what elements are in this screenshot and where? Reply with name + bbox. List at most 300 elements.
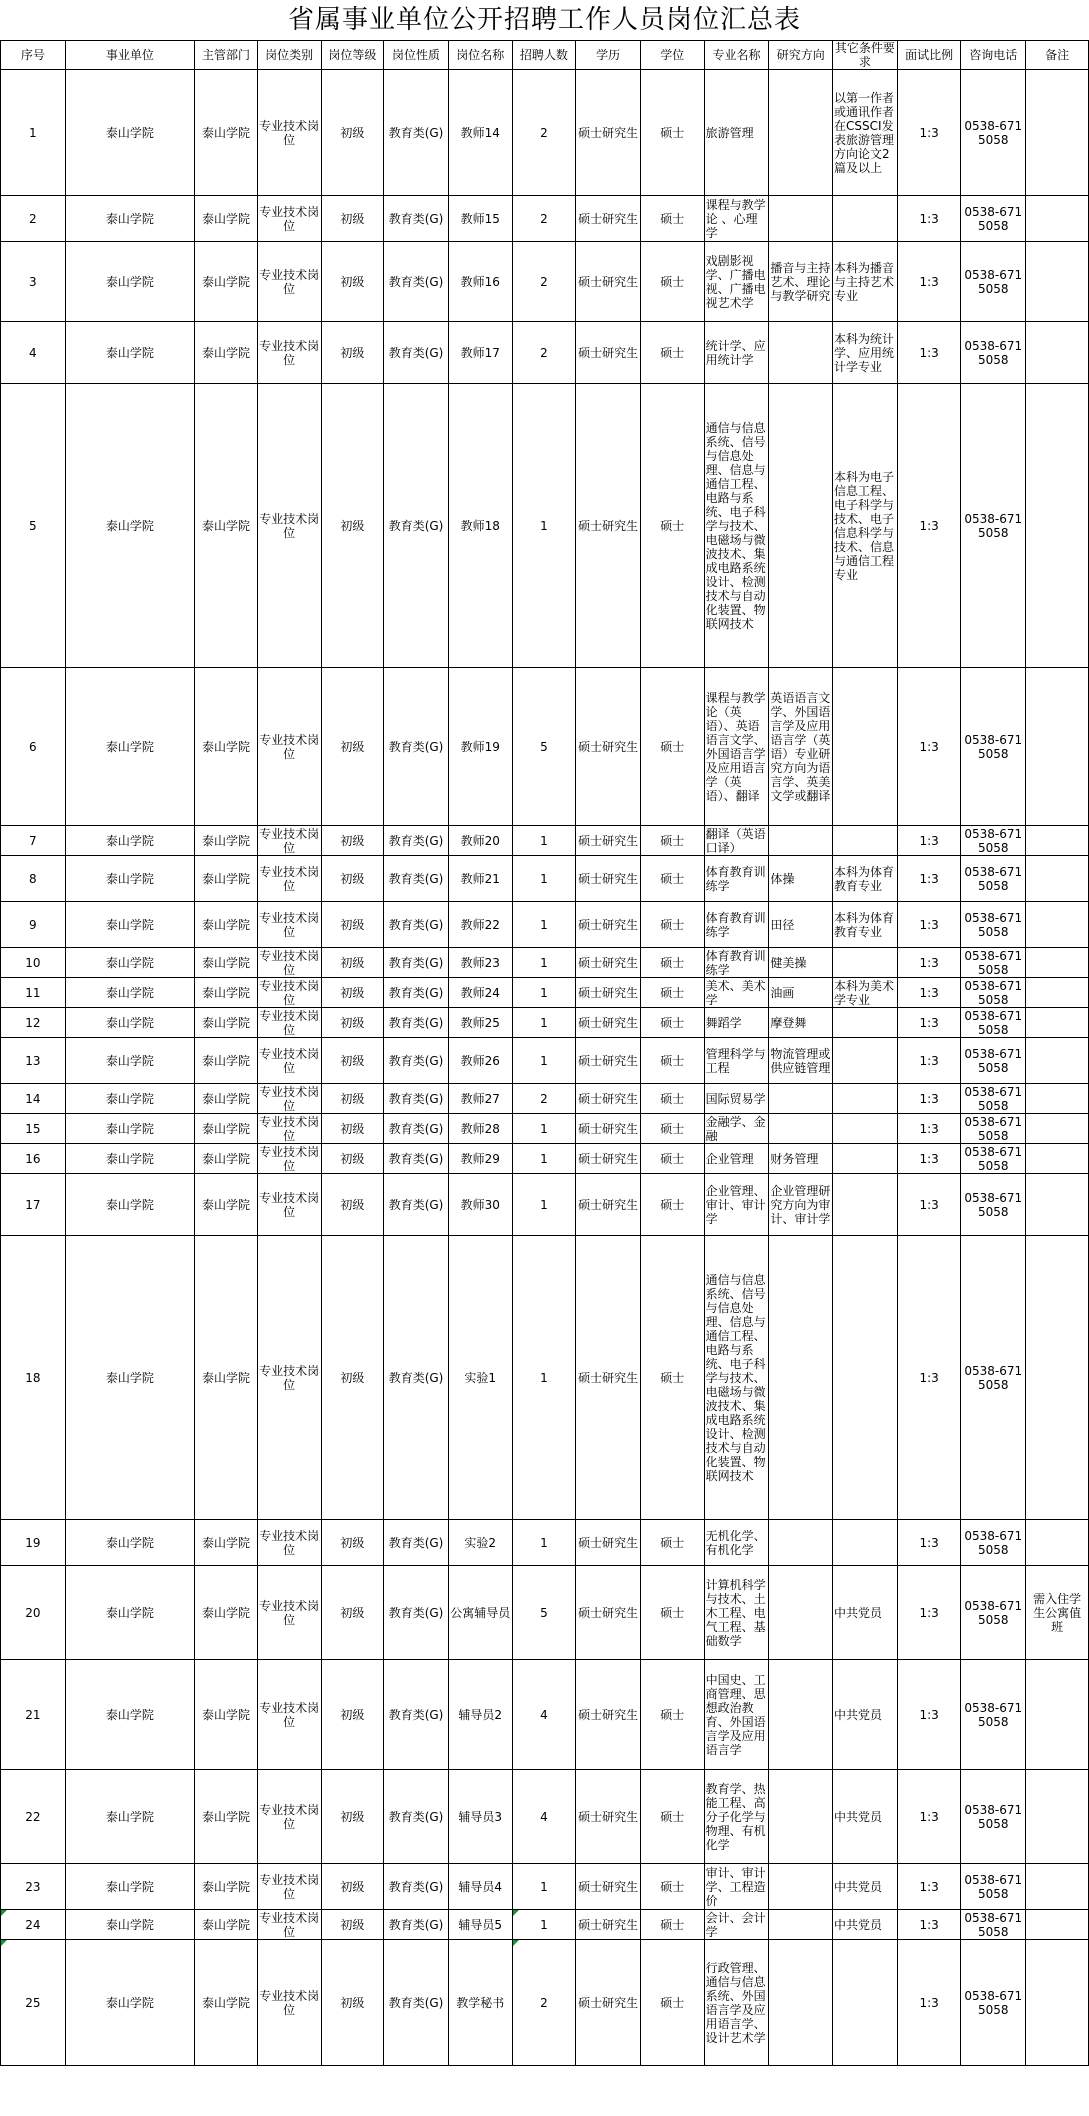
cell-other[interactable]: 本科为美术学专业 bbox=[833, 978, 898, 1008]
cell-major[interactable]: 金融学、金融 bbox=[704, 1114, 769, 1144]
cell-ratio[interactable]: 1:3 bbox=[897, 1864, 961, 1910]
cell-phone[interactable]: 0538-6715058 bbox=[961, 902, 1026, 948]
cell-phone[interactable]: 0538-6715058 bbox=[961, 242, 1026, 322]
cell-note[interactable] bbox=[1026, 1174, 1089, 1236]
cell-edu[interactable]: 硕士研究生 bbox=[576, 856, 641, 902]
cell-degree[interactable]: 硕士 bbox=[640, 1520, 704, 1566]
cell-research[interactable] bbox=[769, 1770, 833, 1864]
cell-dept[interactable]: 泰山学院 bbox=[195, 70, 258, 196]
cell-nature[interactable]: 教育类(G) bbox=[384, 1174, 449, 1236]
cell-no[interactable]: 7 bbox=[1, 826, 66, 856]
cell-major[interactable]: 无机化学、有机化学 bbox=[704, 1520, 769, 1566]
cell-other[interactable]: 本科为播音与主持艺术专业 bbox=[833, 242, 898, 322]
cell-note[interactable] bbox=[1026, 826, 1089, 856]
cell-other[interactable]: 中共党员 bbox=[833, 1910, 898, 1940]
col-header[interactable]: 其它条件要求 bbox=[833, 41, 898, 70]
cell-count[interactable]: 1 bbox=[512, 1520, 576, 1566]
cell-edu[interactable]: 硕士研究生 bbox=[576, 1864, 641, 1910]
cell-nature[interactable]: 教育类(G) bbox=[384, 1038, 449, 1084]
cell-count[interactable]: 2 bbox=[512, 1940, 576, 2066]
cell-unit[interactable]: 泰山学院 bbox=[65, 1660, 194, 1770]
cell-other[interactable] bbox=[833, 1236, 898, 1520]
cell-phone[interactable]: 0538-6715058 bbox=[961, 196, 1026, 242]
cell-edu[interactable]: 硕士研究生 bbox=[576, 1236, 641, 1520]
cell-count[interactable]: 1 bbox=[512, 948, 576, 978]
cell-dept[interactable]: 泰山学院 bbox=[195, 978, 258, 1008]
cell-no[interactable]: 10 bbox=[1, 948, 66, 978]
cell-degree[interactable]: 硕士 bbox=[640, 902, 704, 948]
cell-dept[interactable]: 泰山学院 bbox=[195, 902, 258, 948]
cell-ratio[interactable]: 1:3 bbox=[897, 668, 961, 826]
cell-cat[interactable]: 专业技术岗位 bbox=[257, 1660, 321, 1770]
cell-cat[interactable]: 专业技术岗位 bbox=[259, 1114, 320, 1143]
cell-level[interactable]: 初级 bbox=[321, 1236, 384, 1520]
cell-major[interactable]: 体育教育训练学 bbox=[704, 948, 769, 978]
cell-post[interactable]: 教师27 bbox=[448, 1084, 512, 1114]
cell-count[interactable]: 1 bbox=[512, 1236, 576, 1520]
cell-post[interactable]: 教师19 bbox=[448, 668, 512, 826]
cell-note[interactable] bbox=[1026, 1084, 1089, 1114]
cell-ratio[interactable]: 1:3 bbox=[897, 1520, 961, 1566]
cell-major[interactable]: 体育教育训练学 bbox=[704, 902, 769, 948]
cell-nature[interactable]: 教育类(G) bbox=[384, 70, 449, 196]
cell-count[interactable]: 1 bbox=[512, 978, 576, 1008]
cell-research[interactable] bbox=[769, 322, 833, 384]
cell-edu[interactable]: 硕士研究生 bbox=[576, 70, 641, 196]
cell-edu[interactable]: 硕士研究生 bbox=[576, 1520, 641, 1566]
cell-phone[interactable]: 0538-6715058 bbox=[961, 1114, 1026, 1144]
cell-no[interactable]: 18 bbox=[1, 1236, 66, 1520]
cell-post[interactable]: 教师18 bbox=[448, 384, 512, 668]
cell-level[interactable]: 初级 bbox=[321, 978, 384, 1008]
cell-cat[interactable]: 专业技术岗位 bbox=[257, 1038, 321, 1084]
cell-cat[interactable]: 专业技术岗位 bbox=[259, 1008, 320, 1037]
cell-ratio[interactable]: 1:3 bbox=[897, 1114, 961, 1144]
cell-dept[interactable]: 泰山学院 bbox=[195, 322, 258, 384]
cell-note[interactable] bbox=[1026, 1038, 1089, 1084]
cell-edu[interactable]: 硕士研究生 bbox=[576, 196, 641, 242]
cell-research[interactable]: 体操 bbox=[769, 856, 833, 902]
cell-cat[interactable]: 专业技术岗位 bbox=[259, 978, 320, 1007]
cell-unit[interactable]: 泰山学院 bbox=[65, 1910, 194, 1940]
cell-ratio[interactable]: 1:3 bbox=[897, 1144, 961, 1174]
cell-no[interactable]: 13 bbox=[1, 1038, 66, 1084]
cell-major[interactable]: 旅游管理 bbox=[704, 70, 769, 196]
cell-post[interactable]: 辅导员5 bbox=[448, 1910, 512, 1940]
cell-post[interactable]: 教师26 bbox=[448, 1038, 512, 1084]
cell-cat[interactable]: 专业技术岗位 bbox=[257, 1520, 321, 1566]
cell-dept[interactable]: 泰山学院 bbox=[195, 1910, 258, 1940]
cell-count[interactable]: 2 bbox=[512, 242, 576, 322]
cell-other[interactable] bbox=[833, 196, 898, 242]
cell-phone[interactable]: 0538-6715058 bbox=[961, 1236, 1026, 1520]
cell-unit[interactable]: 泰山学院 bbox=[65, 384, 194, 668]
cell-level[interactable]: 初级 bbox=[321, 196, 384, 242]
cell-unit[interactable]: 泰山学院 bbox=[65, 1520, 194, 1566]
cell-nature[interactable]: 教育类(G) bbox=[384, 978, 449, 1008]
cell-other[interactable] bbox=[833, 1940, 898, 2066]
cell-cat[interactable]: 专业技术岗位 bbox=[257, 668, 321, 826]
cell-no[interactable]: 12 bbox=[1, 1008, 66, 1038]
cell-level[interactable]: 初级 bbox=[321, 1114, 384, 1144]
cell-other[interactable]: 以第一作者或通讯作者在CSSCI发表旅游管理方向论文2篇及以上 bbox=[833, 70, 898, 196]
cell-ratio[interactable]: 1:3 bbox=[897, 902, 961, 948]
cell-note[interactable] bbox=[1026, 668, 1089, 826]
cell-research[interactable]: 物流管理或供应链管理 bbox=[769, 1038, 833, 1084]
cell-dept[interactable]: 泰山学院 bbox=[195, 1660, 258, 1770]
cell-count[interactable]: 1 bbox=[512, 384, 576, 668]
cell-no[interactable]: 8 bbox=[1, 856, 66, 902]
cell-phone[interactable]: 0538-6715058 bbox=[961, 1864, 1026, 1910]
cell-note[interactable] bbox=[1026, 1940, 1089, 2066]
cell-unit[interactable]: 泰山学院 bbox=[65, 1114, 194, 1144]
cell-no[interactable]: 5 bbox=[1, 384, 66, 668]
cell-level[interactable]: 初级 bbox=[321, 1520, 384, 1566]
cell-note[interactable] bbox=[1026, 1910, 1089, 1940]
cell-other[interactable]: 本科为电子信息工程、电子科学与技术、电子信息科学与技术、信息与通信工程专业 bbox=[833, 384, 898, 668]
cell-degree[interactable]: 硕士 bbox=[640, 70, 704, 196]
cell-count[interactable]: 2 bbox=[512, 322, 576, 384]
cell-major[interactable]: 舞蹈学 bbox=[704, 1008, 769, 1038]
cell-edu[interactable]: 硕士研究生 bbox=[576, 322, 641, 384]
cell-no[interactable]: 16 bbox=[1, 1144, 66, 1174]
cell-ratio[interactable]: 1:3 bbox=[897, 384, 961, 668]
cell-research[interactable] bbox=[769, 1864, 833, 1910]
cell-nature[interactable]: 教育类(G) bbox=[384, 856, 449, 902]
cell-nature[interactable]: 教育类(G) bbox=[384, 384, 449, 668]
cell-research[interactable] bbox=[769, 826, 833, 856]
cell-dept[interactable]: 泰山学院 bbox=[195, 1114, 258, 1144]
col-header[interactable]: 岗位类别 bbox=[257, 41, 321, 70]
cell-count[interactable]: 1 bbox=[512, 1008, 576, 1038]
cell-dept[interactable]: 泰山学院 bbox=[195, 1174, 258, 1236]
cell-nature[interactable]: 教育类(G) bbox=[384, 1910, 449, 1940]
cell-research[interactable] bbox=[769, 1520, 833, 1566]
cell-cat[interactable]: 专业技术岗位 bbox=[259, 948, 320, 977]
cell-unit[interactable]: 泰山学院 bbox=[65, 1144, 194, 1174]
cell-dept[interactable]: 泰山学院 bbox=[195, 1520, 258, 1566]
cell-edu[interactable]: 硕士研究生 bbox=[576, 1114, 641, 1144]
cell-ratio[interactable]: 1:3 bbox=[897, 1770, 961, 1864]
cell-post[interactable]: 教师16 bbox=[448, 242, 512, 322]
cell-no[interactable]: 9 bbox=[1, 902, 66, 948]
cell-other[interactable] bbox=[833, 1084, 898, 1114]
cell-research[interactable] bbox=[769, 1940, 833, 2066]
cell-unit[interactable]: 泰山学院 bbox=[65, 242, 194, 322]
cell-phone[interactable]: 0538-6715058 bbox=[961, 70, 1026, 196]
cell-note[interactable] bbox=[1026, 1114, 1089, 1144]
cell-no[interactable]: 24 bbox=[1, 1910, 66, 1940]
cell-phone[interactable]: 0538-6715058 bbox=[961, 1008, 1026, 1038]
cell-ratio[interactable]: 1:3 bbox=[897, 1566, 961, 1660]
cell-no[interactable]: 21 bbox=[1, 1660, 66, 1770]
cell-count[interactable]: 1 bbox=[512, 1174, 576, 1236]
col-header[interactable]: 备注 bbox=[1026, 41, 1089, 70]
cell-unit[interactable]: 泰山学院 bbox=[65, 1566, 194, 1660]
cell-count[interactable]: 1 bbox=[512, 1114, 576, 1144]
cell-other[interactable]: 中共党员 bbox=[833, 1770, 898, 1864]
cell-level[interactable]: 初级 bbox=[321, 1174, 384, 1236]
cell-degree[interactable]: 硕士 bbox=[640, 1660, 704, 1770]
cell-research[interactable]: 田径 bbox=[769, 902, 833, 948]
cell-edu[interactable]: 硕士研究生 bbox=[576, 1144, 641, 1174]
cell-other[interactable] bbox=[833, 1144, 898, 1174]
col-header[interactable]: 岗位名称 bbox=[448, 41, 512, 70]
cell-other[interactable] bbox=[833, 1008, 898, 1038]
cell-post[interactable]: 辅导员3 bbox=[448, 1770, 512, 1864]
cell-post[interactable]: 教师23 bbox=[448, 948, 512, 978]
cell-major[interactable]: 中国史、工商管理、思想政治教育、外国语言学及应用语言学 bbox=[704, 1660, 769, 1770]
cell-degree[interactable]: 硕士 bbox=[640, 668, 704, 826]
cell-dept[interactable]: 泰山学院 bbox=[195, 1008, 258, 1038]
cell-degree[interactable]: 硕士 bbox=[640, 196, 704, 242]
cell-other[interactable] bbox=[833, 826, 898, 856]
cell-cat[interactable]: 专业技术岗位 bbox=[257, 242, 321, 322]
cell-ratio[interactable]: 1:3 bbox=[897, 978, 961, 1008]
cell-post[interactable]: 教师25 bbox=[448, 1008, 512, 1038]
cell-other[interactable] bbox=[833, 948, 898, 978]
cell-unit[interactable]: 泰山学院 bbox=[65, 1008, 194, 1038]
cell-cat[interactable]: 专业技术岗位 bbox=[259, 1910, 320, 1939]
cell-post[interactable]: 教师29 bbox=[448, 1144, 512, 1174]
col-header[interactable]: 岗位性质 bbox=[384, 41, 449, 70]
cell-nature[interactable]: 教育类(G) bbox=[384, 1566, 449, 1660]
cell-nature[interactable]: 教育类(G) bbox=[384, 1864, 449, 1910]
cell-count[interactable]: 2 bbox=[512, 1084, 576, 1114]
cell-no[interactable]: 6 bbox=[1, 668, 66, 826]
cell-cat[interactable]: 专业技术岗位 bbox=[257, 322, 321, 384]
cell-unit[interactable]: 泰山学院 bbox=[65, 1940, 194, 2066]
col-header[interactable]: 咨询电话 bbox=[961, 41, 1026, 70]
cell-unit[interactable]: 泰山学院 bbox=[65, 1770, 194, 1864]
cell-ratio[interactable]: 1:3 bbox=[897, 1910, 961, 1940]
cell-level[interactable]: 初级 bbox=[321, 668, 384, 826]
cell-phone[interactable]: 0538-6715058 bbox=[961, 1520, 1026, 1566]
cell-no[interactable]: 14 bbox=[1, 1084, 66, 1114]
cell-phone[interactable]: 0538-6715058 bbox=[961, 1038, 1026, 1084]
cell-post[interactable]: 教师22 bbox=[448, 902, 512, 948]
cell-count[interactable]: 1 bbox=[512, 1038, 576, 1084]
cell-post[interactable]: 教师30 bbox=[448, 1174, 512, 1236]
cell-count[interactable]: 1 bbox=[512, 1144, 576, 1174]
cell-level[interactable]: 初级 bbox=[321, 322, 384, 384]
cell-edu[interactable]: 硕士研究生 bbox=[576, 668, 641, 826]
cell-ratio[interactable]: 1:3 bbox=[897, 196, 961, 242]
cell-count[interactable]: 4 bbox=[512, 1660, 576, 1770]
cell-ratio[interactable]: 1:3 bbox=[897, 1174, 961, 1236]
cell-degree[interactable]: 硕士 bbox=[640, 1566, 704, 1660]
cell-major[interactable]: 行政管理、通信与信息系统、外国语言学及应用语言学、设计艺术学 bbox=[704, 1940, 769, 2066]
cell-count[interactable]: 2 bbox=[512, 196, 576, 242]
cell-dept[interactable]: 泰山学院 bbox=[195, 1038, 258, 1084]
cell-phone[interactable]: 0538-6715058 bbox=[961, 1174, 1026, 1236]
cell-research[interactable] bbox=[769, 70, 833, 196]
cell-nature[interactable]: 教育类(G) bbox=[384, 668, 449, 826]
cell-unit[interactable]: 泰山学院 bbox=[65, 856, 194, 902]
cell-phone[interactable]: 0538-6715058 bbox=[961, 1144, 1026, 1174]
cell-level[interactable]: 初级 bbox=[321, 1566, 384, 1660]
cell-research[interactable]: 播音与主持艺术、理论与教学研究 bbox=[769, 242, 833, 322]
cell-unit[interactable]: 泰山学院 bbox=[65, 70, 194, 196]
cell-other[interactable]: 中共党员 bbox=[833, 1566, 898, 1660]
cell-cat[interactable]: 专业技术岗位 bbox=[257, 196, 321, 242]
cell-unit[interactable]: 泰山学院 bbox=[65, 1864, 194, 1910]
cell-phone[interactable]: 0538-6715058 bbox=[961, 1910, 1026, 1940]
cell-ratio[interactable]: 1:3 bbox=[897, 826, 961, 856]
cell-note[interactable] bbox=[1026, 322, 1089, 384]
cell-count[interactable]: 1 bbox=[512, 1864, 576, 1910]
cell-level[interactable]: 初级 bbox=[321, 1008, 384, 1038]
cell-degree[interactable]: 硕士 bbox=[640, 384, 704, 668]
cell-nature[interactable]: 教育类(G) bbox=[384, 1520, 449, 1566]
col-header[interactable]: 学历 bbox=[576, 41, 641, 70]
cell-cat[interactable]: 专业技术岗位 bbox=[259, 1084, 320, 1113]
cell-degree[interactable]: 硕士 bbox=[640, 1084, 704, 1114]
cell-degree[interactable]: 硕士 bbox=[640, 1770, 704, 1864]
cell-ratio[interactable]: 1:3 bbox=[897, 1038, 961, 1084]
cell-degree[interactable]: 硕士 bbox=[640, 978, 704, 1008]
cell-other[interactable]: 本科为统计学、应用统计学专业 bbox=[833, 322, 898, 384]
cell-unit[interactable]: 泰山学院 bbox=[65, 196, 194, 242]
cell-level[interactable]: 初级 bbox=[321, 1910, 384, 1940]
cell-no[interactable]: 23 bbox=[1, 1864, 66, 1910]
cell-nature[interactable]: 教育类(G) bbox=[384, 1114, 449, 1144]
cell-note[interactable] bbox=[1026, 948, 1089, 978]
cell-dept[interactable]: 泰山学院 bbox=[195, 1084, 258, 1114]
cell-unit[interactable]: 泰山学院 bbox=[65, 668, 194, 826]
cell-nature[interactable]: 教育类(G) bbox=[384, 1008, 449, 1038]
cell-level[interactable]: 初级 bbox=[321, 948, 384, 978]
cell-ratio[interactable]: 1:3 bbox=[897, 1940, 961, 2066]
cell-level[interactable]: 初级 bbox=[321, 1144, 384, 1174]
cell-major[interactable]: 通信与信息系统、信号与信息处理、信息与通信工程、电路与系统、电子科学与技术、电磁场与微波技术、集成电路系统设计、检测技术与自动化装置、物联网技术 bbox=[704, 1236, 769, 1520]
cell-level[interactable]: 初级 bbox=[321, 1940, 384, 2066]
cell-cat[interactable]: 专业技术岗位 bbox=[257, 856, 321, 902]
cell-nature[interactable]: 教育类(G) bbox=[384, 322, 449, 384]
cell-level[interactable]: 初级 bbox=[321, 902, 384, 948]
cell-dept[interactable]: 泰山学院 bbox=[195, 826, 258, 856]
cell-note[interactable]: 需入住学生公寓值班 bbox=[1026, 1566, 1089, 1660]
cell-edu[interactable]: 硕士研究生 bbox=[576, 1770, 641, 1864]
cell-cat[interactable]: 专业技术岗位 bbox=[257, 1236, 321, 1520]
cell-nature[interactable]: 教育类(G) bbox=[384, 902, 449, 948]
cell-no[interactable]: 15 bbox=[1, 1114, 66, 1144]
cell-phone[interactable]: 0538-6715058 bbox=[961, 856, 1026, 902]
cell-cat[interactable]: 专业技术岗位 bbox=[259, 1144, 320, 1173]
cell-dept[interactable]: 泰山学院 bbox=[195, 196, 258, 242]
cell-phone[interactable]: 0538-6715058 bbox=[961, 322, 1026, 384]
cell-level[interactable]: 初级 bbox=[321, 384, 384, 668]
cell-major[interactable]: 教育学、热能工程、高分子化学与物理、有机化学 bbox=[704, 1770, 769, 1864]
cell-post[interactable]: 教师15 bbox=[448, 196, 512, 242]
col-header[interactable]: 专业名称 bbox=[704, 41, 769, 70]
col-header[interactable]: 面试比例 bbox=[897, 41, 961, 70]
cell-post[interactable]: 教师17 bbox=[448, 322, 512, 384]
cell-no[interactable]: 20 bbox=[1, 1566, 66, 1660]
cell-phone[interactable]: 0538-6715058 bbox=[961, 1770, 1026, 1864]
cell-degree[interactable]: 硕士 bbox=[640, 1038, 704, 1084]
cell-degree[interactable]: 硕士 bbox=[640, 1144, 704, 1174]
cell-note[interactable] bbox=[1026, 1770, 1089, 1864]
cell-note[interactable] bbox=[1026, 196, 1089, 242]
cell-other[interactable]: 中共党员 bbox=[833, 1660, 898, 1770]
cell-major[interactable]: 美术、美术学 bbox=[704, 978, 769, 1008]
cell-dept[interactable]: 泰山学院 bbox=[195, 1770, 258, 1864]
cell-unit[interactable]: 泰山学院 bbox=[65, 1038, 194, 1084]
cell-post[interactable]: 教师14 bbox=[448, 70, 512, 196]
cell-nature[interactable]: 教育类(G) bbox=[384, 948, 449, 978]
cell-dept[interactable]: 泰山学院 bbox=[195, 1236, 258, 1520]
cell-count[interactable]: 1 bbox=[512, 856, 576, 902]
cell-other[interactable]: 本科为体育教育专业 bbox=[833, 902, 898, 948]
cell-degree[interactable]: 硕士 bbox=[640, 1236, 704, 1520]
cell-dept[interactable]: 泰山学院 bbox=[195, 1864, 258, 1910]
cell-count[interactable]: 5 bbox=[512, 668, 576, 826]
cell-dept[interactable]: 泰山学院 bbox=[195, 948, 258, 978]
cell-ratio[interactable]: 1:3 bbox=[897, 322, 961, 384]
cell-dept[interactable]: 泰山学院 bbox=[195, 242, 258, 322]
col-header[interactable]: 岗位等级 bbox=[321, 41, 384, 70]
cell-edu[interactable]: 硕士研究生 bbox=[576, 1038, 641, 1084]
cell-research[interactable]: 油画 bbox=[769, 978, 833, 1008]
cell-ratio[interactable]: 1:3 bbox=[897, 1236, 961, 1520]
cell-note[interactable] bbox=[1026, 1864, 1089, 1910]
cell-nature[interactable]: 教育类(G) bbox=[384, 1660, 449, 1770]
cell-nature[interactable]: 教育类(G) bbox=[384, 1770, 449, 1864]
cell-major[interactable]: 课程与教学论 、心理学 bbox=[704, 196, 769, 242]
cell-post[interactable]: 实验2 bbox=[448, 1520, 512, 1566]
cell-research[interactable]: 英语语言文学、外国语言学及应用语言学（英语）专业研究方向为语言学、英美文学或翻译 bbox=[769, 668, 833, 826]
cell-other[interactable] bbox=[833, 1038, 898, 1084]
cell-major[interactable]: 通信与信息系统、信号与信息处理、信息与通信工程、电路与系统、电子科学与技术、电磁场与微波技术、集成电路系统设计、检测技术与自动化装置、物联网技术 bbox=[704, 384, 769, 668]
cell-level[interactable]: 初级 bbox=[321, 1770, 384, 1864]
cell-edu[interactable]: 硕士研究生 bbox=[576, 1566, 641, 1660]
cell-other[interactable]: 中共党员 bbox=[833, 1864, 898, 1910]
cell-count[interactable]: 4 bbox=[512, 1770, 576, 1864]
col-header[interactable]: 主管部门 bbox=[195, 41, 258, 70]
cell-phone[interactable]: 0538-6715058 bbox=[961, 1084, 1026, 1114]
cell-post[interactable]: 公寓辅导员 bbox=[448, 1566, 512, 1660]
cell-research[interactable]: 健美操 bbox=[769, 948, 833, 978]
cell-note[interactable] bbox=[1026, 1008, 1089, 1038]
cell-ratio[interactable]: 1:3 bbox=[897, 70, 961, 196]
cell-no[interactable]: 4 bbox=[1, 322, 66, 384]
cell-count[interactable]: 1 bbox=[512, 902, 576, 948]
cell-major[interactable]: 管理科学与工程 bbox=[704, 1038, 769, 1084]
cell-nature[interactable]: 教育类(G) bbox=[384, 1084, 449, 1114]
cell-nature[interactable]: 教育类(G) bbox=[384, 1236, 449, 1520]
cell-phone[interactable]: 0538-6715058 bbox=[961, 384, 1026, 668]
cell-degree[interactable]: 硕士 bbox=[640, 1008, 704, 1038]
cell-note[interactable] bbox=[1026, 978, 1089, 1008]
cell-other[interactable]: 本科为体育教育专业 bbox=[833, 856, 898, 902]
cell-unit[interactable]: 泰山学院 bbox=[65, 1236, 194, 1520]
cell-note[interactable] bbox=[1026, 1660, 1089, 1770]
cell-note[interactable] bbox=[1026, 384, 1089, 668]
cell-cat[interactable]: 专业技术岗位 bbox=[257, 384, 321, 668]
cell-research[interactable] bbox=[769, 384, 833, 668]
cell-degree[interactable]: 硕士 bbox=[640, 1864, 704, 1910]
cell-dept[interactable]: 泰山学院 bbox=[195, 384, 258, 668]
cell-no[interactable]: 2 bbox=[1, 196, 66, 242]
cell-count[interactable]: 5 bbox=[512, 1566, 576, 1660]
cell-degree[interactable]: 硕士 bbox=[640, 948, 704, 978]
cell-major[interactable]: 会计、会计学 bbox=[704, 1910, 769, 1940]
cell-post[interactable]: 实验1 bbox=[448, 1236, 512, 1520]
cell-level[interactable]: 初级 bbox=[321, 856, 384, 902]
cell-degree[interactable]: 硕士 bbox=[640, 1940, 704, 2066]
cell-level[interactable]: 初级 bbox=[321, 1084, 384, 1114]
